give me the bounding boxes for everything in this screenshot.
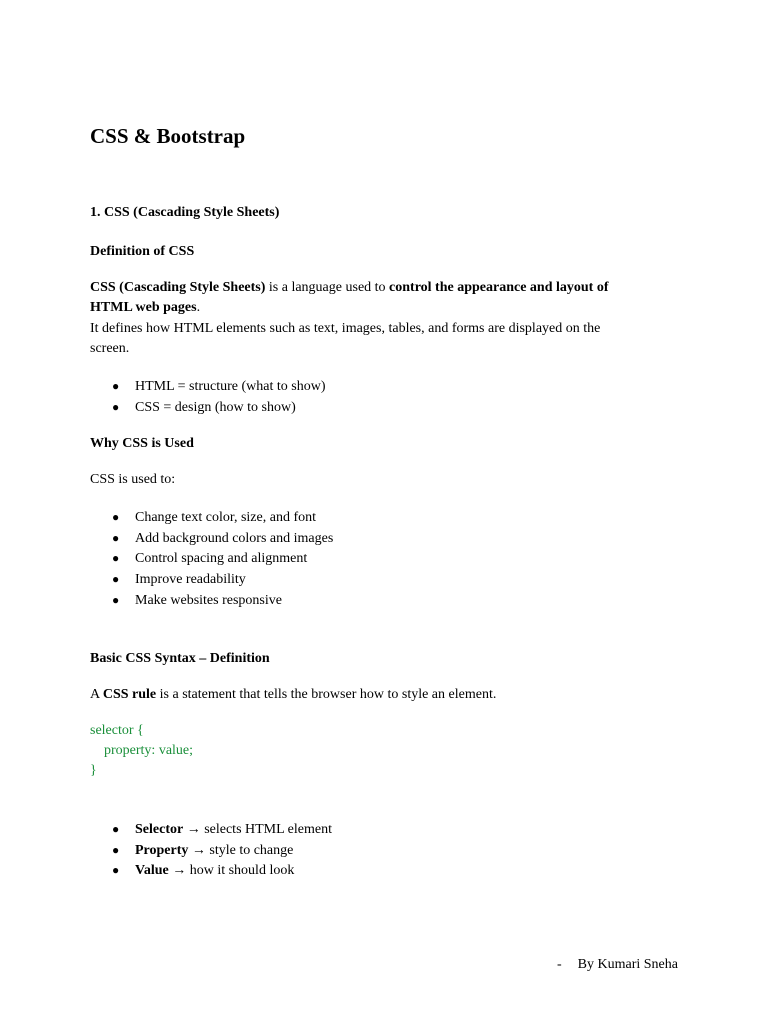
definition-heading: Definition of CSS — [90, 244, 195, 259]
bullet-icon: ● — [112, 822, 120, 836]
definition-line-1 — [90, 280, 609, 296]
list-item: ● HTML = structure (what to show) — [112, 376, 326, 397]
list-item: ● Value → how it should look — [112, 860, 332, 881]
list-item: ● Change text color, size, and font — [112, 507, 333, 528]
code-line: } — [90, 763, 97, 778]
list-item: ● Selector → selects HTML element — [112, 819, 332, 840]
structure-bullet-list — [112, 376, 326, 417]
code-block — [90, 721, 193, 781]
page-title: CSS & Bootstrap — [90, 124, 246, 148]
definition-line-3: It defines how HTML elements such as text, images, tables, and forms are displayed on the — [90, 321, 601, 336]
list-item: ● Improve readability — [112, 569, 333, 590]
bullet-icon: ● — [112, 572, 120, 587]
bullet-icon: ● — [112, 863, 120, 878]
footer-author — [557, 957, 678, 973]
syntax-heading: Basic CSS Syntax – Definition — [90, 651, 270, 666]
code-line: selector { — [90, 723, 144, 738]
bullet-icon: ● — [112, 379, 120, 393]
definition-emphasis-2: HTML web pages — [90, 300, 197, 315]
list-item: ● CSS = design (how to show) — [112, 397, 326, 418]
rule-term: CSS rule — [102, 687, 157, 702]
rule-sentence: A CSS rule is a statement that tells the browser how to style an element. — [90, 687, 497, 702]
bullet-icon: ● — [112, 592, 120, 607]
list-item: ● Property → style to change — [112, 840, 332, 861]
definition-line-4: screen. — [90, 341, 130, 356]
bullet-icon: ● — [112, 530, 120, 545]
syntax-bullet-list — [112, 819, 332, 881]
list-item: ● Control spacing and alignment — [112, 548, 333, 569]
section-heading-css: 1. CSS (Cascading Style Sheets) — [90, 205, 280, 220]
bullet-icon: ● — [112, 399, 120, 414]
code-line: property: value; — [90, 743, 194, 758]
list-item: ● Make websites responsive — [112, 590, 333, 611]
definition-emphasis-1: control the appearance and layout of — [389, 280, 609, 295]
bullet-icon: ● — [112, 510, 120, 524]
why-heading: Why CSS is Used — [90, 436, 194, 451]
why-bullet-list — [112, 507, 333, 610]
author-name: By Kumari Sneha — [577, 957, 678, 972]
definition-middle: is a language used to — [265, 280, 390, 295]
bullet-icon: ● — [112, 551, 120, 566]
why-intro: CSS is used to: — [90, 472, 176, 487]
list-item: ● Add background colors and images — [112, 528, 333, 549]
definition-term: CSS (Cascading Style Sheets) — [90, 280, 266, 295]
footer-dash: - — [557, 957, 562, 972]
definition-line-2 — [90, 300, 200, 316]
bullet-icon: ● — [112, 842, 120, 857]
definition-end: . — [196, 300, 201, 315]
